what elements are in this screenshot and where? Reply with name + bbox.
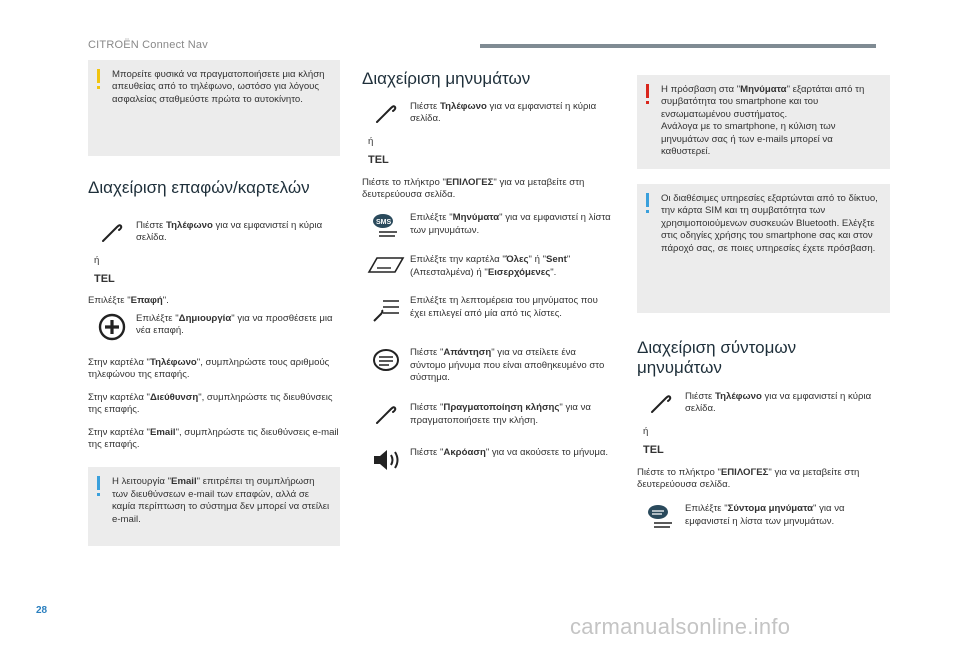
info-marker-dot	[646, 210, 649, 213]
tip-text: Μπορείτε φυσικά να πραγματοποιήσετε μια κλήση απευθείας από το τηλέφωνο, ωστόσο για λόγους ασφαλείας σταθμεύστε πρώτα το αυτοκίνητο.	[112, 69, 325, 105]
header-bar	[480, 44, 876, 48]
info-marker-dot	[97, 493, 100, 496]
quick-message-icon[interactable]	[637, 503, 685, 531]
phone-icon[interactable]	[362, 101, 410, 125]
watermark: carmanualsonline.info	[570, 614, 791, 639]
warning-note	[637, 75, 890, 169]
step-phone: Πιέστε Τηλέφωνο για να εμφανιστεί η κύρια σελίδα.	[637, 391, 890, 416]
tel-button[interactable]: TEL	[643, 444, 664, 457]
warning-marker-dot	[646, 101, 649, 104]
info-marker	[97, 476, 100, 490]
step-phone-text: Πιέστε Τηλέφωνο για να εμφανιστεί η κύρια σελίδα.	[136, 220, 323, 244]
phone-tab-text: Στην καρτέλα "Τηλέφωνο", συμπληρώστε τους αριθμούς τηλεφώνου της επαφής.	[88, 357, 330, 381]
select-contact-text: Επιλέξτε "Επαφή".	[88, 294, 169, 306]
or-label: ή	[643, 425, 649, 437]
tip-marker	[97, 69, 100, 83]
tip-note	[88, 60, 340, 156]
step-quick-messages: Επιλέξτε "Σύντομα μηνύματα" για να εμφανιστεί η λίστα των μηνυμάτων.	[637, 503, 890, 531]
warning-text-2: Ανάλογα με το smartphone, η κύλιση των μηνυμάτων σας ή των e-mails μπορεί να καθυστερεί.	[661, 121, 836, 158]
column-messages	[362, 60, 614, 473]
column-quick-messages	[637, 60, 890, 531]
options-text: Πιέστε το πλήκτρο "ΕΠΙΛΟΓΕΣ" για να μεταβείτε στη δευτερεύουσα σελίδα.	[637, 466, 860, 491]
step-phone: Πιέστε Τηλέφωνο για να εμφανιστεί η κύρια σελίδα.	[362, 101, 614, 126]
step-messages: SMS Επιλέξτε "Μηνύματα" για να εμφανιστεί η λίστα των μηνυμάτων.	[362, 212, 614, 240]
tip-marker-dot	[97, 86, 100, 89]
services-note	[637, 184, 890, 313]
sms-icon[interactable]	[362, 212, 410, 240]
section-heading-quick-messages: Διαχείριση σύντομων μηνυμάτων	[637, 338, 797, 377]
info-marker	[646, 193, 649, 207]
step-create: Επιλέξτε "Δημιουργία" για να προσθέσετε μια νέα επαφή.	[88, 313, 340, 341]
header-title: CITROËN Connect Nav	[88, 39, 208, 51]
warning-marker	[646, 84, 649, 98]
step-tabs: Επιλέξτε την καρτέλα "Όλες" ή "Sent" (Απεσταλμένα) ή "Εισερχόμενες".	[362, 254, 614, 279]
phone-icon[interactable]	[637, 391, 685, 415]
sms-icon-label: SMS	[376, 219, 392, 227]
phone-icon[interactable]	[362, 402, 410, 426]
reply-icon[interactable]	[362, 347, 410, 375]
add-icon[interactable]	[88, 313, 136, 341]
or-label: ή	[368, 135, 374, 147]
step-reply: Πιέστε "Απάντηση" για να στείλετε ένα σύντομο μήνυμα που είναι αποθηκευμένο στο σύστημα.	[362, 347, 614, 384]
step-listen: Πιέστε "Ακρόαση" για να ακούσετε το μήνυμα.	[362, 447, 614, 473]
section-heading-messages: Διαχείριση μηνυμάτων	[362, 69, 531, 88]
speaker-icon[interactable]	[362, 447, 410, 473]
step-call: Πιέστε "Πραγματοποίηση κλήσης" για να πραγματοποιήσετε την κλήση.	[362, 402, 614, 427]
info-text: Η λειτουργία "Email" επιτρέπει τη συμπλήρωση των διευθύνσεων e-mail των επαφών, αλλά σε καμία περίπτωση το σύστημα δεν μπορεί να στείλει e-mail.	[112, 476, 330, 525]
phone-icon[interactable]	[88, 220, 136, 244]
tel-button[interactable]: TEL	[368, 154, 389, 167]
info-note	[88, 467, 340, 546]
address-tab-text: Στην καρτέλα "Διεύθυνση", συμπληρώστε τις διευθύνσεις της επαφής.	[88, 391, 333, 416]
column-contacts	[88, 60, 340, 546]
step-phone	[88, 220, 340, 245]
section-heading-contacts: Διαχείριση επαφών/καρτελών	[88, 178, 310, 197]
tel-button[interactable]: TEL	[94, 273, 115, 286]
or-label: ή	[94, 254, 100, 266]
page-number: 28	[36, 605, 48, 616]
options-text: Πιέστε το πλήκτρο "ΕΠΙΛΟΓΕΣ" για να μεταβείτε στη δευτερεύουσα σελίδα.	[362, 176, 585, 201]
email-tab-text: Στην καρτέλα "Email", συμπληρώστε τις διευθύνσεις e-mail της επαφής.	[88, 426, 339, 451]
warning-text: Η πρόσβαση στα "Μηνύματα" εξαρτάται από τη συμβατότητα του smartphone και του ενσωματωμένου συστήματος.	[661, 84, 865, 120]
step-detail: Επιλέξτε τη λεπτομέρεια του μηνύματος που έχει επιλεγεί από μία από τις λίστες.	[362, 295, 614, 323]
message-detail-icon[interactable]	[362, 295, 410, 323]
services-text: Οι διαθέσιμες υπηρεσίες εξαρτώνται από το δίκτυο, την κάρτα SIM και τη συμβατότητα των χρησιμοποιούμενων συσκευών Bluetooth. Ελέγξτε στις οδηγίες χρήσης του smartphone σας και στον πάροχό σας, σε ποιες υπηρεσίες έχετε πρόσβαση.	[661, 193, 878, 254]
tab-folder-icon[interactable]	[362, 254, 410, 274]
